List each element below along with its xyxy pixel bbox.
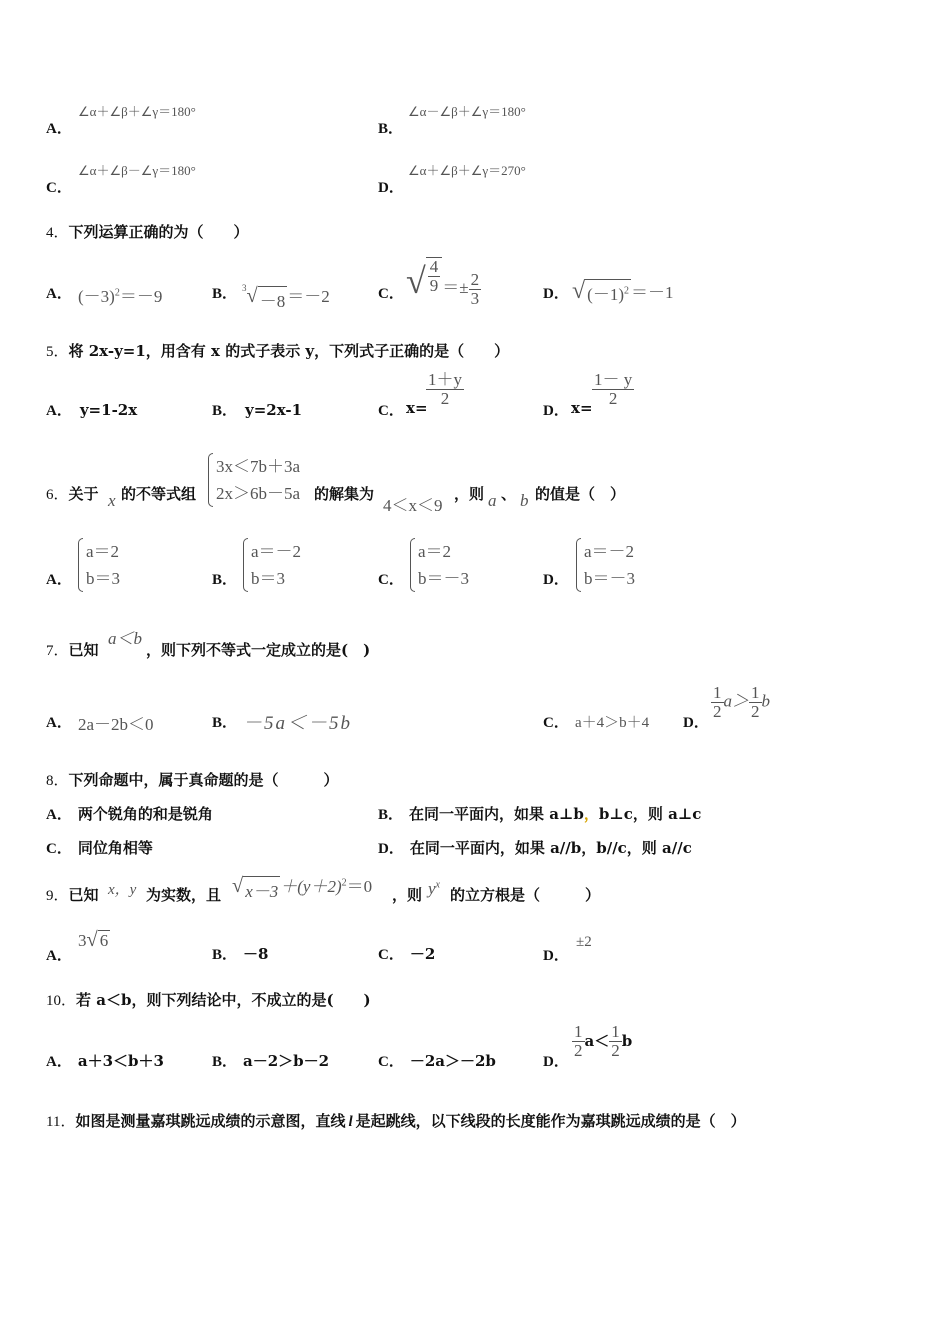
question-4: [46, 221, 249, 242]
q6-option-d-system: a＝－2 b＝－3: [576, 538, 635, 597]
q7-intro: 7．已知: [46, 641, 99, 659]
q6-option-c-system: a＝2 b＝－3: [410, 538, 469, 597]
q6-option-c-label: C．: [378, 572, 404, 588]
q10-option-a: A． a＋3＜b＋3: [46, 1052, 164, 1070]
q6-inequality-system: 3x＜7b＋3a 2x＞6b－5a: [208, 453, 300, 512]
q4-option-b-expression: $^3$ √ －8 ＝－2: [242, 283, 330, 311]
option-c-label: C．: [46, 180, 72, 196]
q6-option-a-system: a＝2 b＝3: [78, 538, 120, 597]
question-number: 4．: [46, 225, 69, 241]
question-text: 若 a＜b，则下列结论中，不成立的是( ): [76, 991, 371, 1009]
q5-option-c-label: C．: [378, 403, 404, 419]
option-b-expression: ∠α－∠β＋∠γ＝180°: [408, 104, 526, 119]
q6-option-b-system: a＝－2 b＝3: [243, 538, 301, 597]
q9-option-c: C． －2: [378, 945, 436, 963]
question-text: 将 2x-y=1，用含有 x 的式子表示 y，下列式子正确的是（ ）: [68, 342, 510, 360]
question-10: [46, 989, 371, 1010]
q9-variables: x，y: [108, 882, 137, 898]
q4-option-c-expression: √ $\frac{4}{9}$ ＝± $\frac{2}{3}$: [406, 257, 480, 308]
q9-equation: √ x－3 $+(y+2)^2=0$: [232, 875, 373, 901]
q7-text: ，则下列不等式一定成立的是( ): [146, 641, 371, 659]
option-a-label: A．: [46, 121, 72, 137]
q6-option-b-label: B．: [212, 572, 238, 588]
q8-option-c: C． 同位角相等: [46, 839, 153, 857]
q11-var-l: l: [348, 1114, 353, 1130]
q6-var-x: x: [108, 491, 116, 510]
question-number: 10．: [46, 993, 77, 1009]
question-11: 11．如图是测量嘉琪跳远成绩的示意图，直线 l 是起跳线，以下线段的长度能作为嘉琪跳远成绩的是（ ）: [46, 1112, 746, 1130]
option-a-expression: ∠α＋∠β＋∠γ＝180°: [78, 104, 196, 119]
q6-text-then: ，则: [454, 485, 485, 503]
q6-text-solution: 的解集为: [314, 485, 375, 503]
q7-option-d-label: D．: [683, 715, 709, 731]
q10-option-b: B． a－2＞b－2: [212, 1052, 330, 1070]
q4-option-d-label: D．: [543, 286, 569, 302]
q9-intro: 9．已知: [46, 886, 99, 904]
q5-option-d-prefix: x=: [571, 399, 593, 417]
option-b-label: B．: [378, 121, 404, 137]
q7-option-c-label: C．: [543, 715, 569, 731]
q6-text-end: 的值是（ ）: [535, 485, 626, 503]
q4-option-a-label: A．: [46, 286, 72, 302]
q8-option-b: B． 在同一平面内，如果 a⊥b，b⊥c，则 a⊥c: [378, 805, 702, 823]
q6-var-b: b: [520, 491, 529, 510]
q7-option-a-expression: 2a－2b＜0: [78, 715, 154, 734]
q9-power: $y^x$: [428, 879, 440, 898]
q4-option-d-expression: √ $(-1)^2$ ＝－1: [572, 278, 674, 304]
question-text: 下列命题中，属于真命题的是（ ）: [68, 771, 339, 789]
q6-text-system: 的不等式组: [121, 485, 197, 503]
q9-text-real: 为实数，且: [146, 886, 222, 904]
question-8: [46, 769, 339, 790]
q8-option-d: D． 在同一平面内，如果 a//b，b//c，则 a//c: [378, 839, 692, 857]
q7-option-b-label: B．: [212, 715, 238, 731]
q7-condition: a＜b: [108, 629, 142, 648]
q5-option-d-fraction: $\frac{1- y}{2}$: [594, 370, 633, 408]
q7-option-d-expression: $\frac{1}{2}$ a＞ $\frac{1}{2}$ b: [713, 683, 770, 721]
question-text: 下列运算正确的为（ ）: [68, 223, 249, 241]
q6-option-d-label: D．: [543, 572, 569, 588]
q6-var-a: a: [488, 491, 497, 510]
q6-separator: 、: [501, 485, 517, 503]
q5-option-b: B． y=2x-1: [212, 401, 303, 419]
q5-option-a: A． y=1-2x: [46, 401, 138, 419]
question-5: [46, 340, 509, 361]
q9-option-a-expression: 3 √ 6: [78, 929, 109, 951]
q6-solution-set: 4＜x＜9: [383, 496, 443, 515]
question-number: 7．: [46, 643, 69, 659]
q7-option-c-expression: a＋4＞b＋4: [575, 715, 650, 731]
q9-text-then: ，则: [392, 886, 423, 904]
question-number: 5．: [46, 344, 69, 360]
q4-option-b-label: B．: [212, 286, 238, 302]
q4-option-c-label: C．: [378, 286, 404, 302]
q5-option-c-fraction: $\frac{1+y}{2}$: [428, 370, 462, 408]
q5-option-d-label: D．: [543, 403, 569, 419]
option-d-label: D．: [378, 180, 404, 196]
q10-option-d-expression: $\frac{1}{2}$ a＜ $\frac{1}{2}$ b: [574, 1022, 633, 1060]
q5-option-c-prefix: x=: [406, 399, 428, 417]
q9-option-d-expression: ±2: [576, 934, 592, 950]
q10-option-c: C． －2a＞－2b: [378, 1052, 496, 1070]
q7-option-b-expression: －5a＜－5b: [243, 713, 353, 734]
question-number: 11．: [46, 1114, 76, 1130]
option-d-expression: ∠α＋∠β＋∠γ＝270°: [408, 163, 526, 178]
q6-option-a-label: A．: [46, 572, 72, 588]
q7-option-a-label: A．: [46, 715, 72, 731]
q10-option-d-label: D．: [543, 1054, 569, 1070]
q6-intro: 6．关于: [46, 485, 99, 503]
q9-option-a-label: A．: [46, 948, 72, 964]
q8-option-a: A． 两个锐角的和是锐角: [46, 805, 213, 823]
q9-option-d-label: D．: [543, 948, 569, 964]
q4-option-a-expression: $(-3)^2=-9$: [78, 287, 163, 306]
q9-option-b: B． －8: [212, 945, 269, 963]
question-number: 8．: [46, 773, 69, 789]
q9-text-end: 的立方根是（ ）: [450, 886, 601, 904]
option-c-expression: ∠α＋∠β－∠γ＝180°: [78, 163, 196, 178]
question-number: 9．: [46, 888, 69, 904]
question-number: 6．: [46, 487, 69, 503]
